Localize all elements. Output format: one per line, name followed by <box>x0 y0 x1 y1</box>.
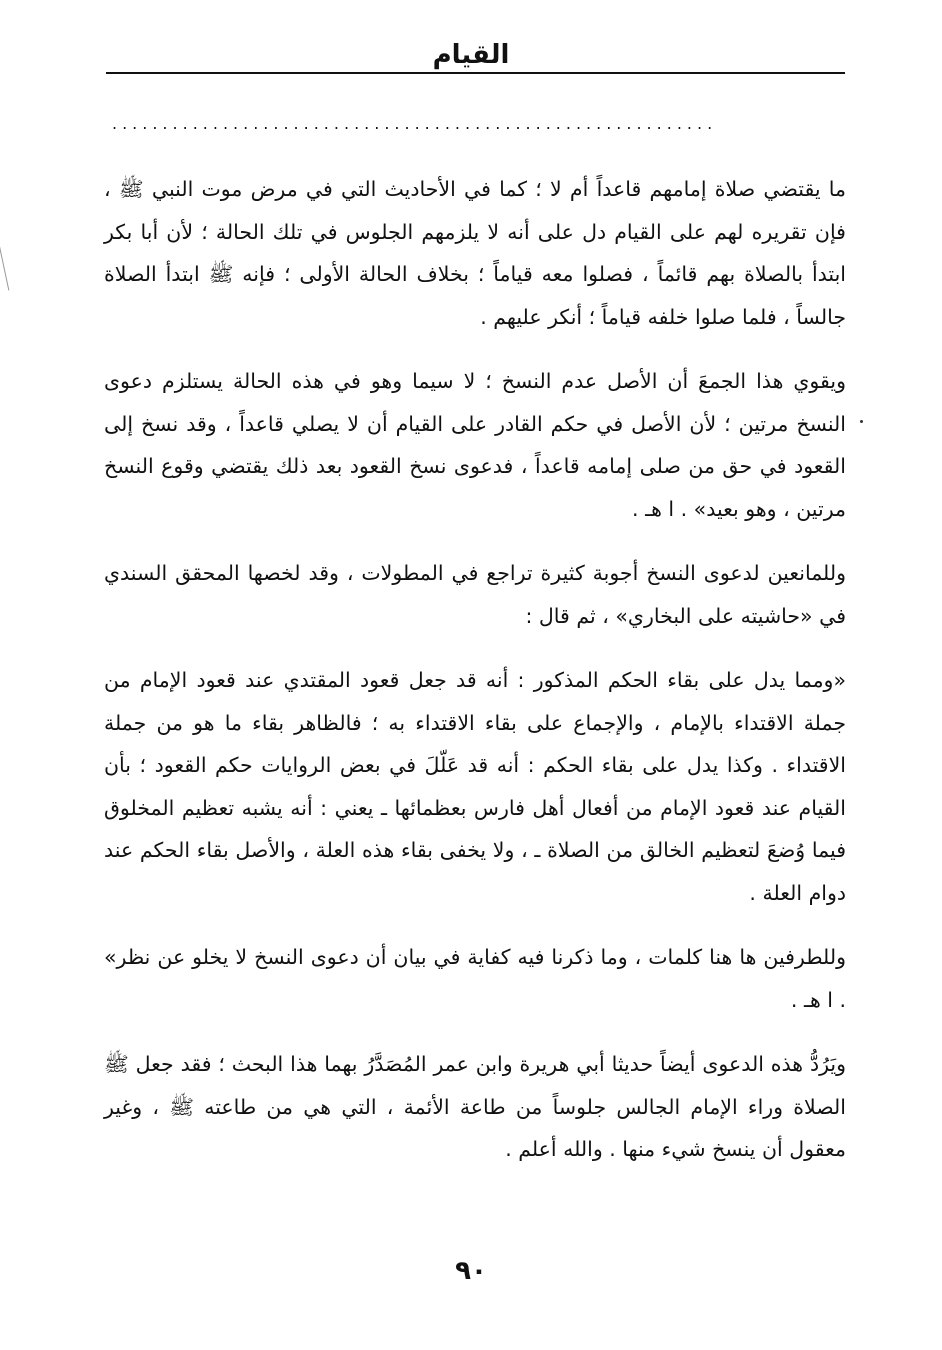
paragraph <box>104 168 846 338</box>
paragraph-text: ما يقتضي صلاة إمامهم قاعداً أم لا ؛ كما في الأحاديث التي في مرض موت النبي ﷺ ، فإن تقريره لهم على القيام دل على أنه لا يلزمهم الجلوس في تلك الحالة ؛ لأن أبا بكر ابتدأ بالصلاة بهم قائماً ، فصلوا معه قياماً ؛ بخلاف الحالة الأولى ؛ فإنه ﷺ ابتدأ الصلاة جالساً ، فلما صلوا خلفه قياماً ؛ أنكر عليهم . <box>104 177 846 329</box>
paragraph <box>104 936 846 1021</box>
header-rule <box>106 72 845 74</box>
page-number: ٩٠ <box>455 1256 487 1286</box>
running-header-title: القيام <box>432 40 510 70</box>
paragraph-text: وللمانعين لدعوى النسخ أجوبة كثيرة تراجع في المطولات ، وقد لخصها المحقق السندي في «حاشيته على البخاري» ، ثم قال : <box>104 561 846 628</box>
dotted-divider: ............................................................ <box>112 116 718 132</box>
paragraph <box>104 360 846 530</box>
scan-speck <box>860 420 863 423</box>
paragraph <box>104 1043 846 1171</box>
scan-margin-mark <box>0 230 19 291</box>
paragraph-text: ويقوي هذا الجمعَ أن الأصل عدم النسخ ؛ لا سيما وهو في هذه الحالة يستلزم دعوى النسخ مرتين ؛ لأن الأصل في حكم القادر على القيام أن لا يصلي قاعداً ، وقد نسخ إلى القعود في حق من صلى إمامه قاعداً ، فدعوى نسخ القعود بعد ذلك يقتضي وقوع النسخ مرتين ، وهو بعيد» . ا هـ . <box>104 369 846 521</box>
body-text <box>104 168 846 1193</box>
paragraph-text: وللطرفين ها هنا كلمات ، وما ذكرنا فيه كفاية في بيان أن دعوى النسخ لا يخلو عن نظر» . ا هـ . <box>104 945 846 1012</box>
paragraph <box>104 552 846 637</box>
paragraph-text: ويَرُدُّ هذه الدعوى أيضاً حديثا أبي هريرة وابن عمر المُصَدَّرُ بهما هذا البحث ؛ فقد جعل ﷺ الصلاة وراء الإمام الجالس جلوساً من طاعة الأئمة ، التي هي من طاعته ﷺ ، وغير معقول أن ينسخ شيء منها . والله أعلم . <box>104 1052 846 1161</box>
paragraph-text: «ومما يدل على بقاء الحكم المذكور : أنه قد جعل قعود المقتدي عند قعود الإمام من جملة الاقتداء بالإمام ، والإجماع على بقاء الاقتداء به ؛ فالظاهر بقاء ما هو من جملة الاقتداء . وكذا يدل على بقاء الحكم : أنه قد عَلّلَ في بعض الروايات حكم القعود ؛ بأن القيام عند قعود الإمام من أفعال أهل فارس بعظمائها ـ يعني : أنه يشبه تعظيم المخلوق فيما وُضعَ لتعظيم الخالق من الصلاة ـ ، ولا يخفى بقاء هذه العلة ، والأصل بقاء الحكم عند دوام العلة . <box>104 668 846 905</box>
paragraph <box>104 659 846 914</box>
